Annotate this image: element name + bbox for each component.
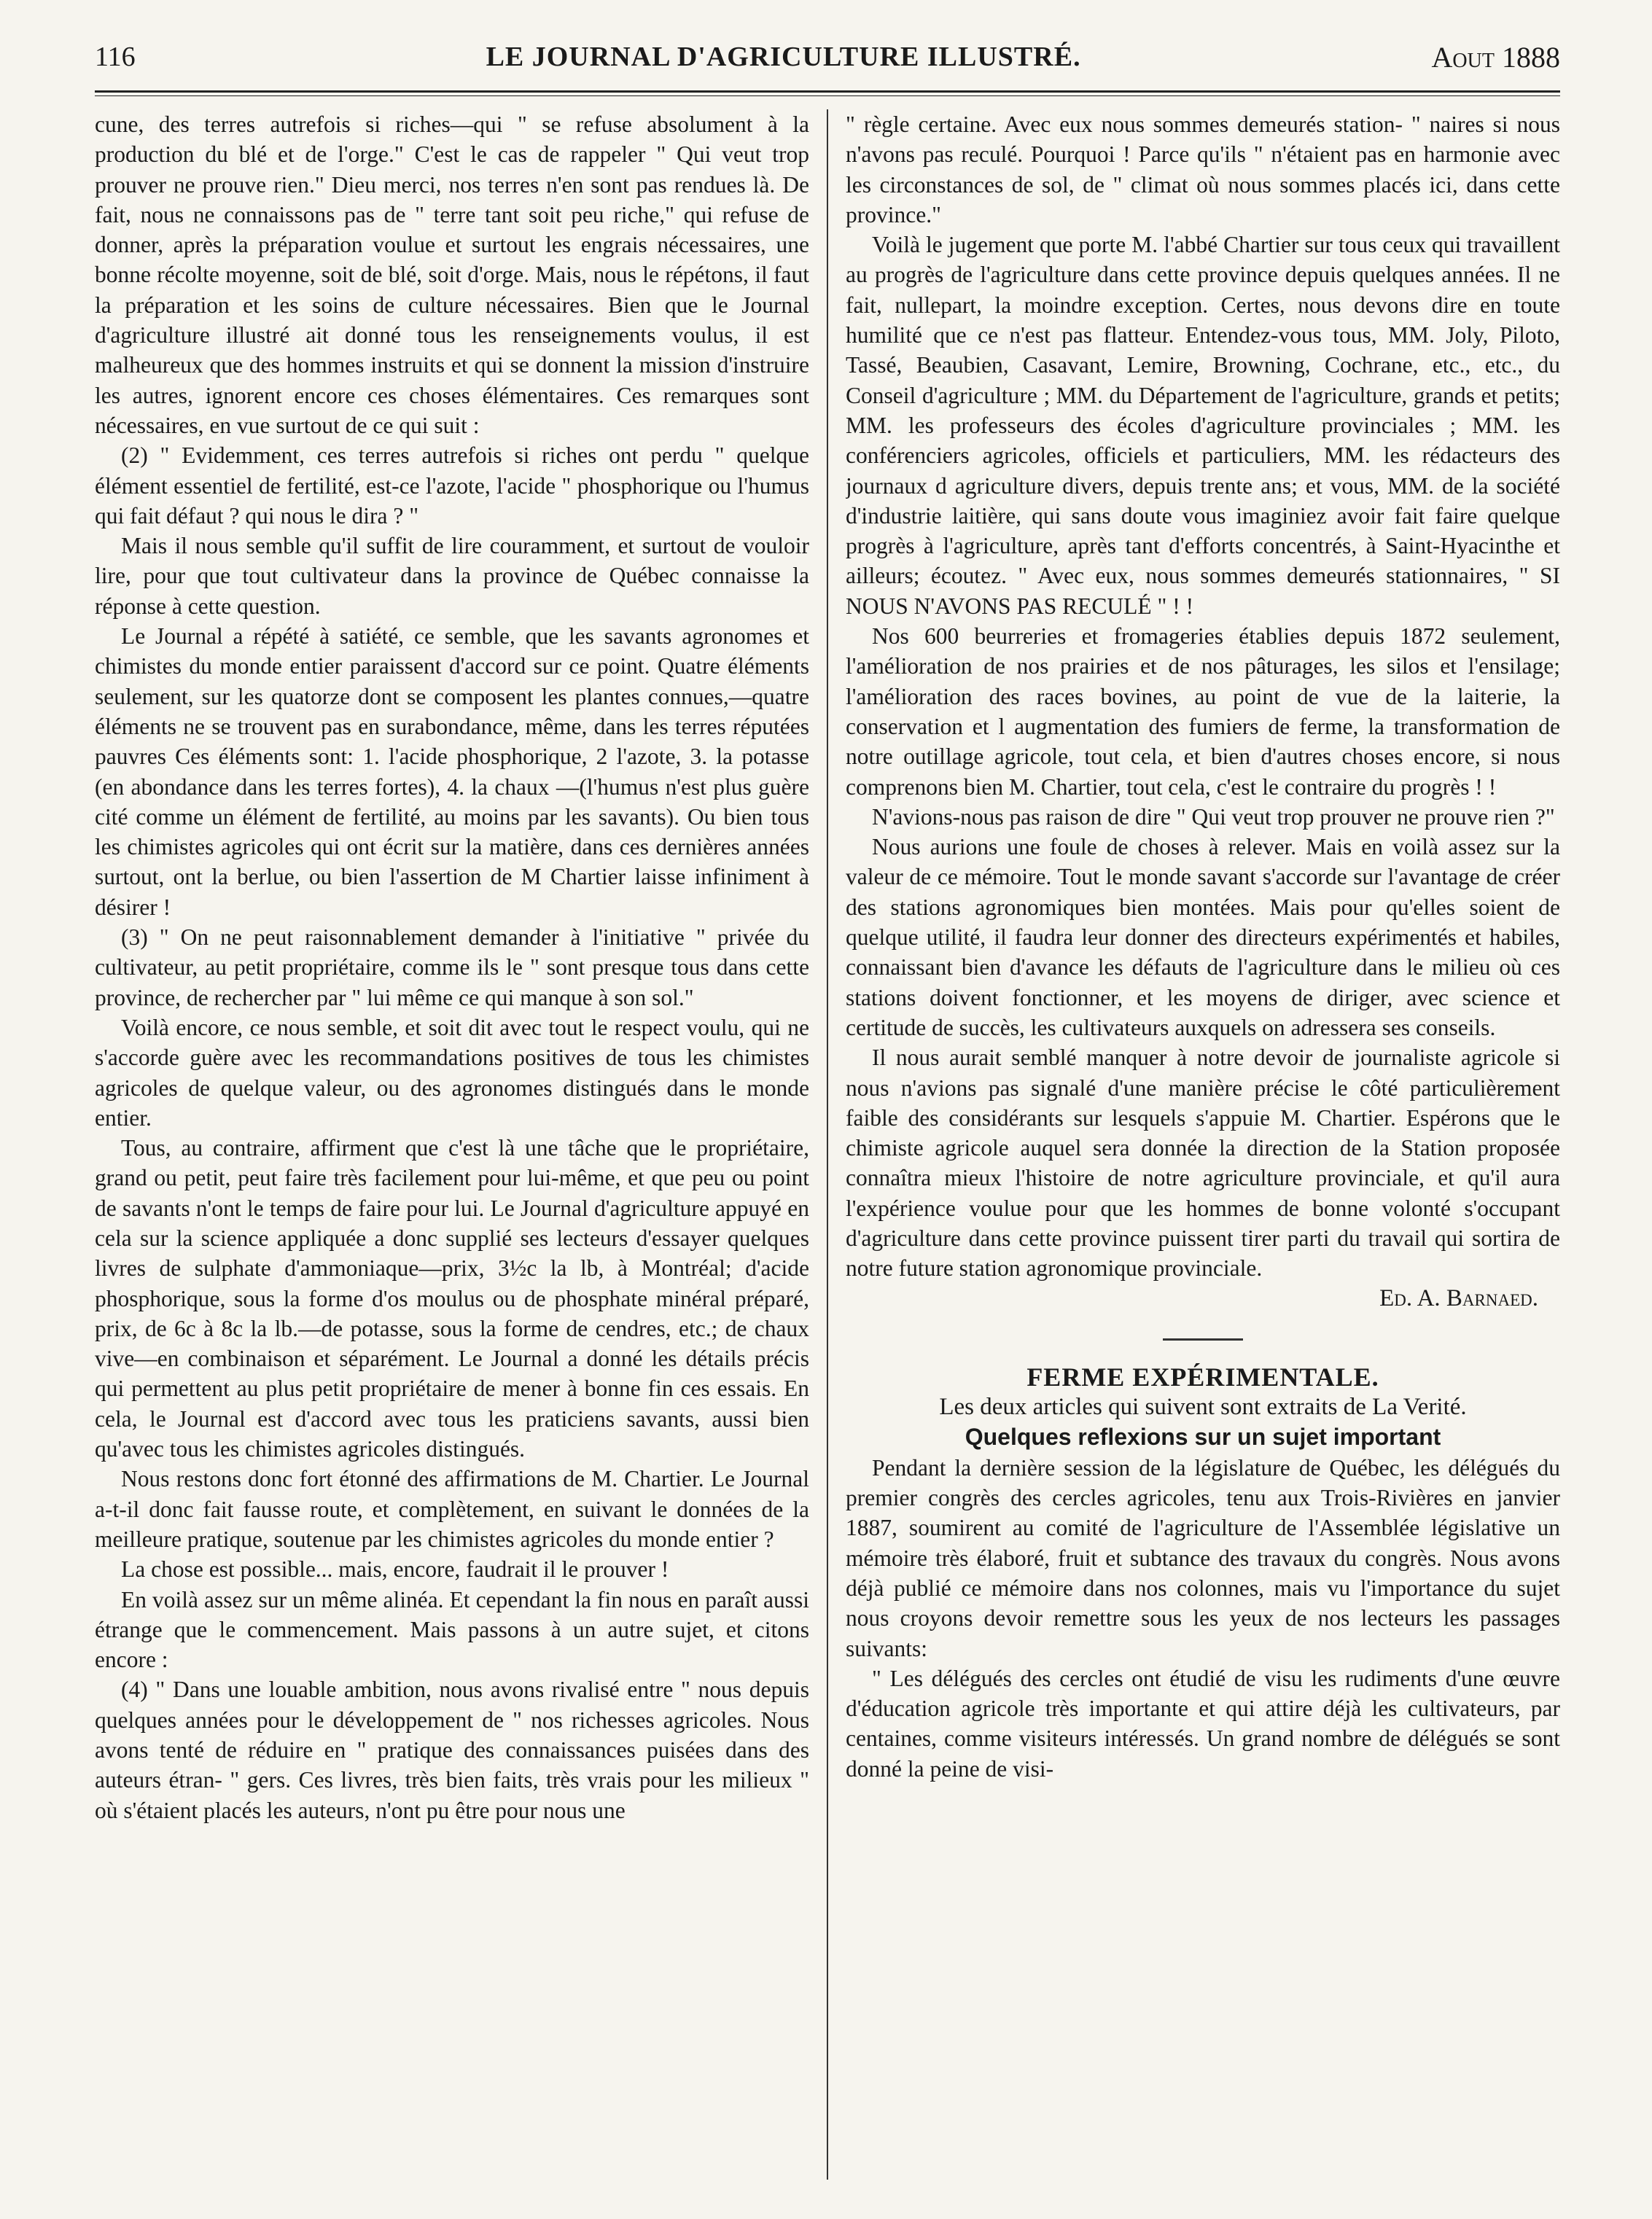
paragraph: (2) " Evidemment, ces terres autrefois si riches ont perdu " quelque élément essentiel de fertilité, est-ce l'azote, l'acide " phosphorique ou l'humus qui fait défaut ? qui nous le dira ? " xyxy=(95,442,809,529)
paragraph: " règle certaine. Avec eux nous sommes demeurés station- " naires si nous n'avons pas reculé. Pourquoi ! Parce qu'ils " n'étaient pas en harmonie avec les circonstances de sol, de " climat où nous sommes placés ici, dans cette province." xyxy=(846,112,1560,227)
section-intro: Les deux articles qui suivent sont extraits de La Verité. xyxy=(939,1394,1467,1421)
paragraph: Voilà le jugement que porte M. l'abbé Chartier sur tous ceux qui travaillent au progrès de l'agriculture dans cette province depuis quelques années. Il ne fait, nullepart, la moindre exception. Certes, nous devons dire en toute humilité que ce n'est pas flatteur. Entendez-vous tous, MM. Joly, Piloto, Tassé, Beaubien, Casavant, Lemire, Browning, Cochrane, etc., etc., du Conseil d'agriculture ; MM. du Département de l'agriculture, grands et petits; MM. les professeurs des écoles d'agriculture provinciales ; MM. les conférenciers agricoles, officiels et particuliers, MM. les rédacteurs des journaux d agriculture divers, depuis trente ans; et vous, MM. de la société d'industrie laitière, qui sans doute vous imaginiez avoir fait faire quelque progrès à l'agriculture, après tant d'efforts concentrés, à Saint-Hyacinthe et ailleurs; écoutez. " Avec eux, nous sommes demeurés stationnaires, " SI NOUS N'AVONS PAS RECULÉ " ! ! xyxy=(846,232,1560,619)
paragraph: cune, des terres autrefois si riches—qui " se refuse absolument à la production du blé et de l'orge." C'est le cas de rappeler " Qui veut trop prouver ne prouve rien." Dieu merci, nos terres n'en sont pas rendues là. De fait, nous ne connaissons pas de " terre tant soit peu riche," qui refuse de donner, après la préparation voulue et surtout les engrais nécessaires, une bonne récolte moyenne, soit de blé, soit d'orge. Mais, nous le répétons, il faut la préparation et les soins de culture nécessaires. Bien que le Journal d'agriculture illustré ait donné tous les renseignements voulus, il est malheureux que des hommes instruits et qui se donnent la mission d'instruire les autres, ignorent encore ces choses élémentaires. Ces remarques sont nécessaires, en vue surtout de ce qui suit : xyxy=(95,112,809,438)
paragraph: Tous, au contraire, affirment que c'est là une tâche que le propriétaire, grand ou petit, peut faire très facilement pour lui-même, et que peu ou point de savants n'ont le temps de faire pour lui. Le Journal d'agriculture appuyé en cela sur la science appliquée a donc supplié ses lecteurs d'essayer quelques livres de sulphate d'ammoniaque—prix, 3½c la lb, à Montréal; d'acide phosphorique, sous la forme d'os moulus ou de phosphate minéral préparé, prix, de 6c à 8c la lb.—de potasse, sous la forme de cendres, etc.; de chaux vive—en combinaison et séparément. Le Journal a donné les détails précis qui permettent au plus petit propriétaire de mener à bonne fin ces essais. En cela, le Journal est d'accord avec tous les praticiens savants, aussi bien qu'avec tous les chimistes agricoles distingués. xyxy=(95,1135,809,1462)
paragraph: Nous aurions une foule de choses à relever. Mais en voilà assez sur la valeur de ce mémoire. Tout le monde savant s'accorde sur l'avantage de créer des stations agronomiques bien montées. Mais pour qu'elles soient de quelque utilité, il faudra leur donner des directeurs expérimentés et habiles, connaissant bien d'avance les défauts de l'agriculture dans le milieu où ces stations doivent fonctionner, et les moyens de diriger, avec science et certitude de succès, les cultivateurs auxquels on adressera ses conseils. xyxy=(846,834,1560,1040)
paragraph: N'avions-nous pas raison de dire " Qui veut trop prouver ne prouve rien ?" xyxy=(872,803,1555,830)
paragraph: En voilà assez sur un même alinéa. Et cependant la fin nous en paraît aussi étrange que le commencement. Mais passons à un autre sujet, et citons encore : xyxy=(95,1586,809,1673)
paragraph: Mais il nous semble qu'il suffit de lire couramment, et surtout de vouloir lire, pour que tout cultivateur dans la province de Québec connaisse la réponse à cette question. xyxy=(95,533,809,619)
left-column xyxy=(95,109,809,2180)
page-number: 116 xyxy=(95,42,136,72)
paragraph: (4) " Dans une louable ambition, nous avons rivalisé entre " nous depuis quelques années pour le développement de " nos richesses agricoles. Nous avons tenté de réduire en " pratique des connaissances puisées dans des auteurs étran- " gers. Ces livres, très bien faits, très vrais pour les milieux " où s'étaient placés les auteurs, n'ont pu être pour nous une xyxy=(95,1677,809,1823)
article-subtitle: Quelques reflexions sur un sujet important xyxy=(965,1424,1441,1451)
paragraph: " Les délégués des cercles ont étudié de visu les rudiments d'une œuvre d'éducation agricole très importante et qui attire déjà les cultivateurs, par centaines, comme visiteurs intéressés. Un grand nombre de délégués se sont donné la peine de visi- xyxy=(846,1665,1560,1782)
issue-date: Aout 1888 xyxy=(1431,40,1560,74)
author-signature: Ed. A. Barnaed. xyxy=(1379,1284,1538,1311)
paragraph: La chose est possible... mais, encore, faudrait il le prouver ! xyxy=(121,1556,669,1583)
paragraph: Pendant la dernière session de la législature de Québec, les délégués du premier congrès des cercles agricoles, tenu aux Trois-Rivières en janvier 1887, soumirent au comité de l'agriculture de l'Assemblée législative un mémoire très élaboré, fruit et subtance des travaux du congrès. Nous avons déjà publié ce mémoire dans nos colonnes, mais vu l'importance du sujet nous croyons devoir remettre sous les yeux de nos lecteurs les passages suivants: xyxy=(846,1454,1560,1661)
section-title: FERME EXPÉRIMENTALE. xyxy=(1026,1362,1379,1392)
paragraph: Il nous aurait semblé manquer à notre devoir de journaliste agricole si nous n'avions pas signalé d'une manière précise le côté particulièrement faible des considérants sur lesquels s'appuie M. Chartier. Espérons que le chimiste agricole auquel sera donnée la direction de la Station proposée connaîtra mieux l'histoire de notre agriculture provinciale, et qu'il aura l'expérience voulue pour que les hommes de bonne volonté s'occupant d'agriculture dans cette province puissent tirer parti du travail qui sortira de notre future station agronomique provinciale. xyxy=(846,1045,1560,1282)
journal-title: LE JOURNAL D'AGRICULTURE ILLUSTRÉ. xyxy=(486,42,1081,72)
header-rule xyxy=(95,90,1560,93)
paragraph: Voilà encore, ce nous semble, et soit dit avec tout le respect voulu, qui ne s'accorde guère avec les recommandations positives de tous les chimistes agricoles de quelque valeur, ou des agronomes distingués dans le monde entier. xyxy=(95,1014,809,1131)
right-column xyxy=(846,109,1560,2180)
paragraph: Nos 600 beurreries et fromageries établies depuis 1872 seulement, l'amélioration de nos prairies et de nos pâturages, les silos et l'ensilage; l'amélioration des races bovines, au point de vue de la laiterie, la conservation et l augmentation des fumiers de ferme, la transformation de notre outillage agricole, tout cela, et bien d'autres choses encore, si nous comprenons bien M. Chartier, tout cela, c'est le contraire du progrès ! ! xyxy=(846,623,1560,800)
section-separator xyxy=(1163,1338,1243,1341)
paragraph: Nous restons donc fort étonné des affirmations de M. Chartier. Le Journal a-t-il donc fait fausse route, et complètement, en suivant le données de la meilleure pratique, soutenue par les chimistes agricoles du monde entier ? xyxy=(95,1466,809,1552)
column-divider xyxy=(827,109,828,2180)
page-header xyxy=(95,35,1560,79)
header-rule-thin xyxy=(95,95,1560,96)
paragraph: (3) " On ne peut raisonnablement demander à l'initiative " privée du cultivateur, au petit propriétaire, comme ils le " sont presque tous dans cette province, de rechercher par " lui même ce qui manque à son sol." xyxy=(95,924,809,1010)
paragraph: Le Journal a répété à satiété, ce semble, que les savants agronomes et chimistes du monde entier paraissent d'accord sur ce point. Quatre éléments seulement, sur les quatorze dont se composent les plantes connues,—quatre éléments ne se trouvent pas en surabondance, même, dans les terres réputées pauvres Ces éléments sont: 1. l'acide phosphorique, 2 l'azote, 3. la potasse (en abondance dans les terres fortes), 4. la chaux —(l'humus n'est plus guère cité comme un élément de fertilité, au moins par les savants). Ou bien tous les chimistes agricoles qui ont écrit sur la matière, dans ces dernières années surtout, ont la berlue, ou bien l'assertion de M Chartier laisse infiniment à désirer ! xyxy=(95,623,809,920)
